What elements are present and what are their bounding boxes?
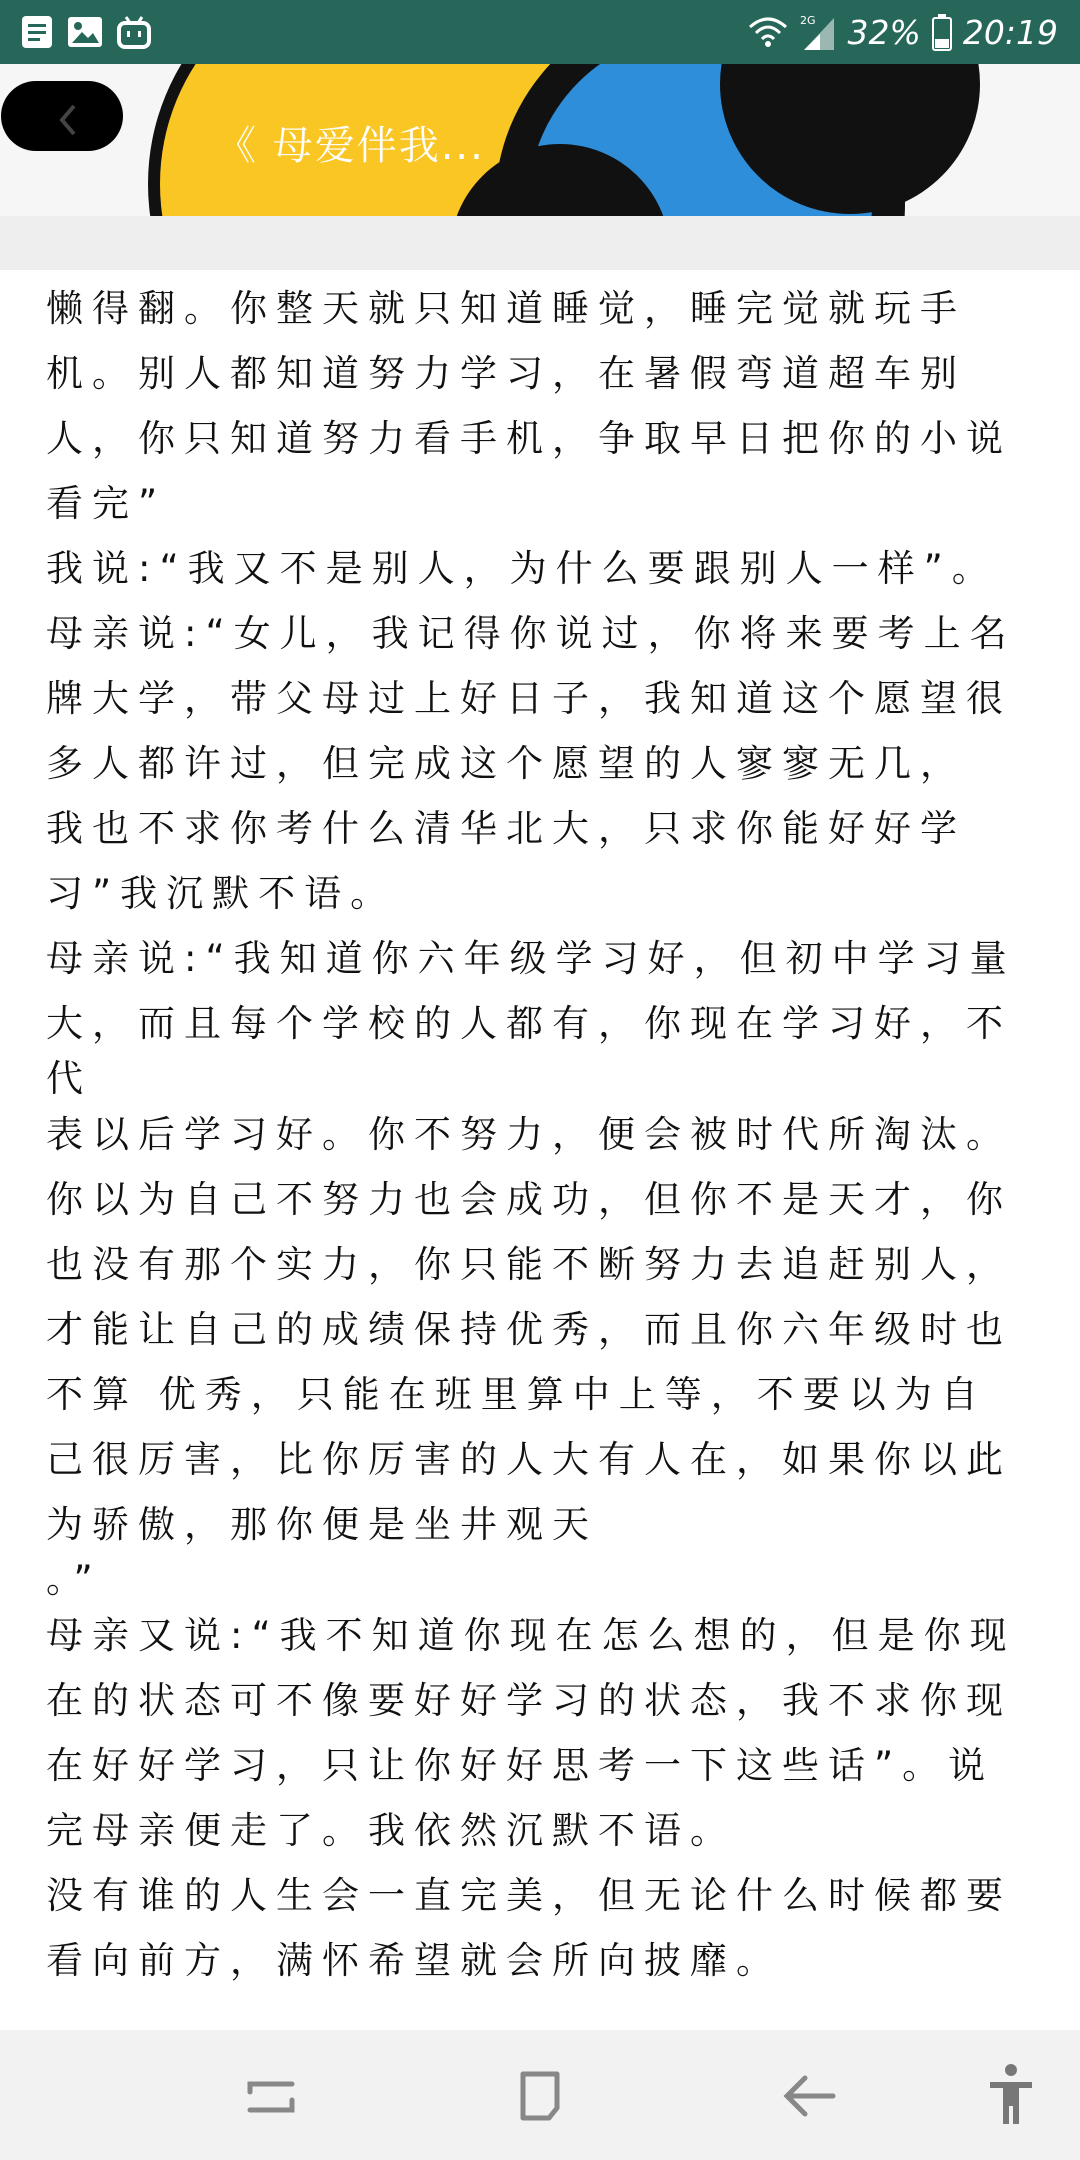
back-arrow-icon: [0, 78, 126, 154]
article-line: 人，你只知道努力看手机，争取早日把你的小说: [46, 417, 1012, 460]
article-line: 母亲说:“我知道你六年级学习好，但初中学习量: [46, 937, 1016, 980]
gallery-icon: [66, 14, 104, 50]
article-line: 母亲又说:“我不知道你现在怎么想的，但是你现: [46, 1614, 1016, 1657]
article-line: 为骄傲，那你便是坐井观天: [46, 1503, 598, 1546]
battery-icon: [931, 13, 953, 51]
article-line: 习”我沉默不语。: [46, 872, 397, 915]
page-title: 《 母爱伴我...: [216, 123, 485, 169]
article-line: 才能让自己的成绩保持优秀，而且你六年级时也: [46, 1308, 1012, 1351]
article-line: 看向前方，满怀希望就会所向披靡。: [46, 1939, 782, 1982]
battery-percent: 32%: [847, 12, 921, 52]
article-line: 看完”: [46, 482, 167, 525]
wifi-icon: [748, 15, 788, 49]
notes-icon: [20, 14, 54, 50]
article-line: 你以为自己不努力也会成功，但你不是天才，你: [46, 1178, 1012, 1221]
back-nav-button[interactable]: [775, 2060, 845, 2130]
article-line: 也没有那个实力，你只能不断努力去追赶别人，: [46, 1243, 1012, 1286]
clock: 20:19: [962, 12, 1058, 52]
article-line: 没有谁的人生会一直完美，但无论什么时候都要: [46, 1874, 1012, 1917]
svg-text:2G: 2G: [799, 14, 816, 27]
home-button[interactable]: [505, 2060, 575, 2130]
header-banner: [0, 64, 1080, 216]
article-line: 我也不求你考什么清华北大，只求你能好好学: [46, 807, 966, 850]
article-line: 代: [46, 1057, 92, 1100]
article-line: 我说:“我又不是别人，为什么要跟别人一样”。: [46, 547, 998, 590]
article-line: 大，而且每个学校的人都有，你现在学习好，不: [46, 1002, 1012, 1045]
header-artwork: [0, 64, 1080, 216]
status-bar: [0, 0, 1080, 64]
article-line: 懒得翻。你整天就只知道睡觉，睡完觉就玩手: [46, 287, 966, 330]
header-divider: [0, 216, 1080, 270]
accessibility-button[interactable]: [976, 2060, 1046, 2130]
article-line: 。”: [46, 1558, 102, 1601]
article-line: 完母亲便走了。我依然沉默不语。: [46, 1809, 736, 1852]
navigation-bar: [0, 2030, 1080, 2160]
article-line: 己很厉害，比你厉害的人大有人在，如果你以此: [46, 1438, 1012, 1481]
signal-icon: [798, 12, 838, 52]
article-line: 牌大学，带父母过上好日子，我知道这个愿望很: [46, 677, 1012, 720]
article-body: [46, 276, 1046, 2026]
article-line: 在好好学习，只让你好好思考一下这些话”。说: [46, 1744, 995, 1787]
recent-apps-button[interactable]: [236, 2060, 306, 2130]
article-line: 在的状态可不像要好好学习的状态，我不求你现: [46, 1679, 1012, 1722]
article-line: 不算 优秀，只能在班里算中上等，不要以为自: [46, 1373, 987, 1416]
article-line: 母亲说:“女儿，我记得你说过，你将来要考上名: [46, 612, 1016, 655]
article-line: 多人都许过，但完成这个愿望的人寥寥无几，: [46, 742, 966, 785]
back-button[interactable]: [0, 78, 126, 154]
bilibili-icon: [116, 14, 152, 50]
article-line: 机。别人都知道努力学习，在暑假弯道超车别: [46, 352, 966, 395]
article-line: 表以后学习好。你不努力，便会被时代所淘汰。: [46, 1113, 1012, 1156]
